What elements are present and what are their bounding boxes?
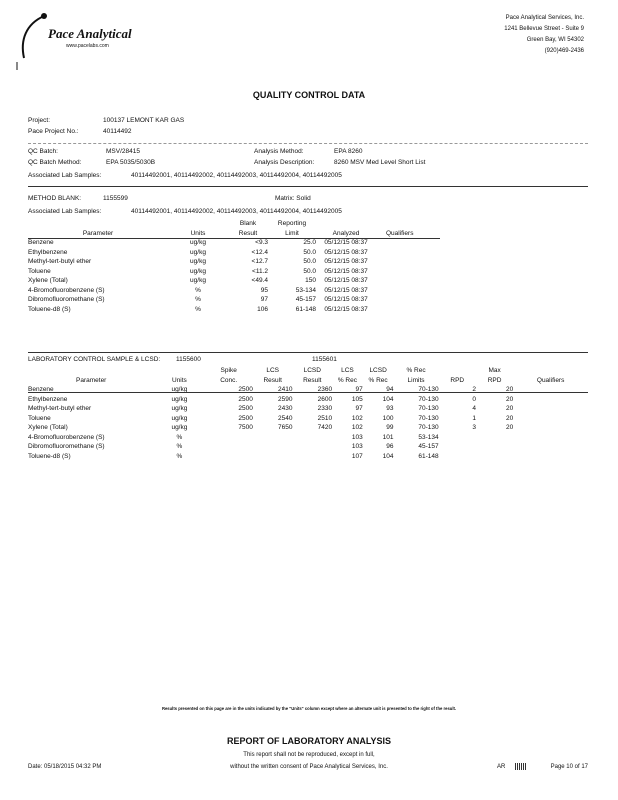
pace-project-value: 40114492 (103, 128, 132, 135)
cell-lcs-rec: 97 (355, 386, 363, 393)
cell-lcs-result: 2430 (278, 405, 293, 412)
analysis-method-value: EPA 8260 (334, 148, 363, 155)
cell-qualifiers (376, 238, 468, 248)
cell-lcsd-result (292, 452, 332, 462)
cell-qualifiers (376, 257, 468, 267)
cell-units: ug/kg (190, 239, 206, 246)
cell-units: ug/kg (171, 386, 188, 393)
method-blank-table (28, 219, 468, 314)
cell-qualifiers (376, 305, 468, 315)
col-header-limit: Limit (285, 229, 299, 237)
cell-units: % (176, 433, 183, 441)
table-row (28, 433, 588, 443)
table-row (28, 267, 468, 277)
company-address-1: 1241 Bellevue Street - Suite 9 (504, 26, 584, 32)
cell-max-rpd: 20 (506, 414, 514, 422)
table-row (28, 248, 468, 258)
col-header-blank: Blank (239, 220, 257, 227)
cell-parameter: Ethylbenzene (28, 395, 68, 403)
cell-parameter: Benzene (28, 239, 54, 246)
logo-text: Pace Analytical (48, 26, 132, 41)
cell-lcsd-result: 2330 (317, 405, 333, 412)
cell-max-rpd (476, 442, 513, 452)
cell-spike: 2500 (238, 414, 253, 422)
project-label: Project: (28, 117, 51, 124)
table-row (28, 423, 588, 433)
cell-result: <9.3 (255, 239, 268, 246)
table-row (28, 452, 588, 462)
cell-limits: 70-130 (418, 395, 439, 403)
cell-analyzed: 05/12/15 08:37 (324, 248, 368, 256)
table-row (28, 238, 468, 248)
col-header-max-rpd: RPD (487, 376, 502, 384)
cell-lcsd-rec: 101 (382, 433, 394, 441)
cell-units: ug/kg (190, 277, 206, 284)
method-blank-label: METHOD BLANK: (28, 195, 82, 202)
cell-lcsd-rec: 96 (386, 443, 394, 450)
col-header-result: Result (238, 229, 258, 237)
divider (28, 143, 588, 144)
cell-analyzed: 05/12/15 08:37 (324, 277, 368, 284)
col-header-lcs-result: Result (263, 376, 282, 384)
col-header-lcs-2: LCS (341, 367, 354, 374)
cell-lcs-result (253, 452, 293, 462)
cell-lcs-rec: 103 (351, 443, 363, 450)
col-header-rpd: RPD (450, 376, 465, 384)
cell-parameter: Xylene (Total) (28, 424, 68, 431)
qc-assoc-label: Associated Lab Samples: (28, 172, 102, 179)
cell-rpd: 1 (472, 414, 476, 422)
cell-rpd: 3 (472, 424, 476, 431)
cell-qualifiers (376, 267, 468, 277)
cell-max-rpd: 20 (506, 386, 514, 393)
cell-lcsd-result (292, 442, 332, 452)
cell-units: ug/kg (190, 258, 206, 265)
analysis-method-label: Analysis Method: (254, 148, 304, 155)
col-header-lcs-rec: % Rec (337, 376, 357, 384)
qc-method-value: EPA 5035/5030B (106, 159, 156, 166)
cell-parameter: Methyl-tert-butyl ether (28, 258, 92, 265)
cell-rpd: 2 (472, 386, 476, 393)
cell-lcs-rec: 97 (355, 405, 363, 412)
cell-parameter: Xylene (Total) (28, 277, 68, 284)
cell-lcs-rec: 102 (351, 424, 363, 431)
cell-limit: 61-148 (295, 305, 316, 313)
cell-lcsd-rec: 104 (382, 395, 394, 403)
project-value: 100137 LEMONT KAR GAS (103, 117, 185, 124)
col-header-lcs: LCS (266, 367, 280, 374)
report-title: REPORT OF LABORATORY ANALYSIS (226, 736, 392, 746)
pace-project-label: Pace Project No.: (28, 128, 79, 135)
footer-initials: AR (497, 764, 506, 770)
qc-batch-value: MSV/28415 (106, 148, 140, 155)
barcode-icon (515, 763, 527, 770)
cell-result: 106 (257, 305, 268, 313)
cell-qualifiers (376, 295, 468, 305)
cell-lcsd-result: 7420 (317, 424, 333, 431)
table-row (28, 286, 468, 296)
col-header-parameter: Parameter (76, 376, 107, 384)
page-number: Page 10 of 17 (550, 764, 588, 770)
cell-units: ug/kg (190, 248, 206, 256)
logo-url: www.pacelabs.com (66, 43, 109, 49)
cell-limits: 70-130 (418, 386, 439, 393)
cell-spike: 2500 (238, 386, 253, 393)
method-blank-assoc-value: 40114492001, 40114492002, 40114492003, 40114492004, 40114492005 (131, 208, 342, 215)
cell-parameter: Toluene-d8 (S) (28, 452, 71, 460)
col-header-max: Max (488, 367, 501, 374)
cell-lcsd-result (292, 433, 332, 443)
cell-max-rpd: 20 (506, 405, 514, 412)
cell-lcsd-rec: 94 (386, 386, 394, 393)
table-row (28, 295, 468, 305)
method-blank-assoc-label: Associated Lab Samples: (28, 208, 102, 215)
cell-limits: 70-130 (418, 405, 439, 412)
method-blank-id: 1155599 (103, 195, 128, 202)
cell-lcs-result: 2590 (278, 395, 293, 403)
cell-units: % (195, 286, 201, 294)
table-row (28, 305, 468, 315)
divider (28, 392, 588, 393)
cell-rpd: 0 (472, 395, 476, 403)
cell-qualifiers (376, 286, 468, 296)
cell-lcs-result (253, 433, 293, 443)
units-footnote: Results presented on this page are in the units indicated by the "Units" column except where an alternate unit is presented to the right of the result. (161, 706, 457, 711)
cell-qualifiers (376, 276, 468, 286)
qc-batch-label: QC Batch: (28, 148, 58, 155)
cell-limit: 50.0 (303, 248, 316, 256)
col-header-qualifiers: Qualifiers (536, 376, 565, 384)
cell-parameter: Benzene (28, 386, 54, 393)
cell-parameter: Methyl-tert-butyl ether (28, 405, 92, 412)
cell-result: 97 (260, 296, 268, 303)
cell-lcs-result: 7650 (278, 424, 293, 431)
qc-method-label: QC Batch Method: (28, 159, 82, 166)
cell-parameter: Dibromofluoromethane (S) (28, 443, 105, 450)
cell-units: ug/kg (171, 395, 188, 403)
col-header-spike: Spike (220, 367, 237, 374)
col-header-lcsd: LCSD (303, 367, 321, 374)
table-row (28, 414, 588, 424)
cell-parameter: Dibromofluoromethane (S) (28, 296, 105, 303)
divider (28, 352, 588, 353)
table-row (28, 385, 588, 395)
divider (28, 238, 440, 239)
cell-qualifiers (513, 423, 588, 433)
footer-date: Date: 05/18/2015 04:32 PM (28, 764, 102, 770)
cell-lcs-result: 2410 (278, 386, 293, 393)
cell-result: 95 (260, 286, 268, 294)
cell-spike: 2500 (238, 405, 253, 412)
cell-rpd (439, 452, 476, 462)
cell-rpd: 4 (472, 405, 476, 412)
lcs-table (28, 366, 588, 461)
cell-max-rpd (476, 452, 513, 462)
cell-units: % (176, 443, 183, 450)
cell-units: ug/kg (190, 267, 206, 275)
cell-limits: 70-130 (418, 424, 439, 431)
cell-lcs-rec: 107 (351, 452, 363, 460)
col-header-conc: Conc. (220, 376, 238, 384)
lcs-id-2: 1155601 (312, 356, 337, 363)
col-header-limits: Limits (407, 376, 425, 384)
table-header-row (28, 219, 468, 229)
cell-units: % (195, 305, 201, 313)
cell-analyzed: 05/12/15 08:37 (324, 267, 368, 275)
cell-limit: 50.0 (303, 258, 316, 265)
cell-qualifiers (513, 395, 588, 405)
analysis-desc-value: 8260 MSV Med Level Short List (334, 159, 426, 166)
cell-lcsd-result: 2600 (317, 395, 333, 403)
cell-analyzed: 05/12/15 08:37 (324, 296, 368, 303)
cell-lcs-rec: 105 (351, 395, 363, 403)
cell-units: ug/kg (171, 405, 188, 412)
col-header-reporting: Reporting (277, 220, 307, 227)
cell-result: <11.2 (252, 267, 268, 275)
cell-lcs-rec: 102 (351, 414, 363, 422)
qc-assoc-value: 40114492001, 40114492002, 40114492003, 40114492004, 40114492005 (131, 172, 342, 179)
cell-parameter: 4-Bromofluorobenzene (S) (28, 433, 105, 441)
lcs-id-1: 1155600 (176, 356, 201, 363)
cell-max-rpd: 20 (506, 395, 514, 403)
table-row (28, 442, 588, 452)
col-header-lcsd-rec: % Rec (368, 376, 388, 384)
cell-analyzed: 05/12/15 08:37 (324, 305, 368, 313)
cell-limits: 53-134 (418, 433, 439, 441)
table-row (28, 257, 468, 267)
cell-result: <12.7 (251, 258, 268, 265)
cell-result: <12.4 (251, 248, 268, 256)
cell-qualifiers (513, 442, 588, 452)
cell-parameter: Toluene (28, 267, 51, 275)
cell-spike (204, 442, 252, 452)
cell-qualifiers (513, 385, 588, 395)
table-header-row (28, 366, 588, 376)
cell-units: ug/kg (171, 424, 188, 431)
cell-lcs-result: 2540 (278, 414, 293, 422)
col-header-qualifiers: Qualifiers (386, 229, 414, 237)
col-header-units: Units (172, 376, 187, 384)
cell-units: ug/kg (171, 414, 188, 422)
cell-qualifiers (513, 452, 588, 462)
col-header-lcsd-result: Result (303, 376, 322, 384)
footer-line-2: without the written consent of Pace Analytical Services, Inc. (230, 764, 388, 770)
col-header-units: Units (190, 229, 206, 237)
cell-parameter: 4-Bromofluorobenzene (S) (28, 286, 105, 294)
cell-analyzed: 05/12/15 08:37 (324, 258, 368, 265)
cell-qualifiers (513, 414, 588, 424)
cell-qualifiers (376, 248, 468, 258)
cell-lcsd-rec: 100 (382, 414, 394, 422)
cell-parameter: Ethylbenzene (28, 248, 68, 256)
cell-lcsd-rec: 99 (386, 424, 394, 431)
col-header-analyzed: Analyzed (332, 229, 360, 237)
analysis-desc-label: Analysis Description: (254, 159, 315, 166)
table-row (28, 404, 588, 414)
col-header-rec: % Rec (406, 367, 426, 374)
cell-lcsd-rec: 93 (386, 405, 394, 412)
cell-units: % (176, 452, 183, 460)
cell-max-rpd: 20 (506, 424, 514, 431)
cell-lcsd-result: 2360 (317, 386, 333, 393)
cell-spike: 2500 (238, 395, 253, 403)
cell-limit: 45-157 (295, 296, 316, 303)
cell-parameter: Toluene (28, 414, 51, 422)
cell-lcsd-rec: 104 (382, 452, 394, 460)
logo (14, 10, 134, 70)
table-row (28, 276, 468, 286)
cell-qualifiers (513, 404, 588, 414)
company-address-2: Green Bay, WI 54302 (526, 37, 584, 43)
cell-limit: 25.0 (303, 239, 316, 246)
page-title: QUALITY CONTROL DATA (252, 90, 366, 100)
cell-analyzed: 05/12/15 08:37 (324, 286, 368, 294)
cell-lcs-rec: 103 (351, 433, 363, 441)
table-row (28, 395, 588, 405)
cell-lcsd-result: 2510 (317, 414, 333, 422)
cell-lcs-result (253, 442, 293, 452)
cell-limit: 50.0 (303, 267, 316, 275)
table-header-row (28, 229, 468, 239)
cell-limit: 53-134 (295, 286, 316, 294)
footer-line-1: This report shall not be reproduced, except in full, (243, 752, 375, 758)
cell-spike: 7500 (238, 424, 253, 431)
cell-max-rpd (476, 433, 513, 443)
col-header-lcsd-2: LCSD (369, 367, 387, 374)
cell-limits: 45-157 (418, 443, 439, 450)
cell-spike (204, 433, 252, 443)
company-name: Pace Analytical Services, Inc. (505, 15, 584, 21)
cell-limit: 150 (305, 277, 316, 284)
method-blank-matrix: Matrix: Solid (275, 195, 311, 202)
lcs-label: LABORATORY CONTROL SAMPLE & LCSD: (28, 356, 161, 363)
col-header-parameter: Parameter (82, 229, 114, 237)
cell-spike (204, 452, 252, 462)
cell-units: % (195, 296, 201, 303)
cell-parameter: Toluene-d8 (S) (28, 305, 71, 313)
company-phone: (920)469-2436 (544, 48, 584, 54)
cell-limits: 61-148 (418, 452, 439, 460)
cell-rpd (439, 442, 476, 452)
divider (28, 186, 588, 187)
cell-rpd (439, 433, 476, 443)
cell-result: <49.4 (251, 277, 268, 284)
cell-qualifiers (513, 433, 588, 443)
table-header-row (28, 376, 588, 386)
cell-analyzed: 05/12/15 08:37 (324, 239, 368, 246)
cell-limits: 70-130 (418, 414, 439, 422)
